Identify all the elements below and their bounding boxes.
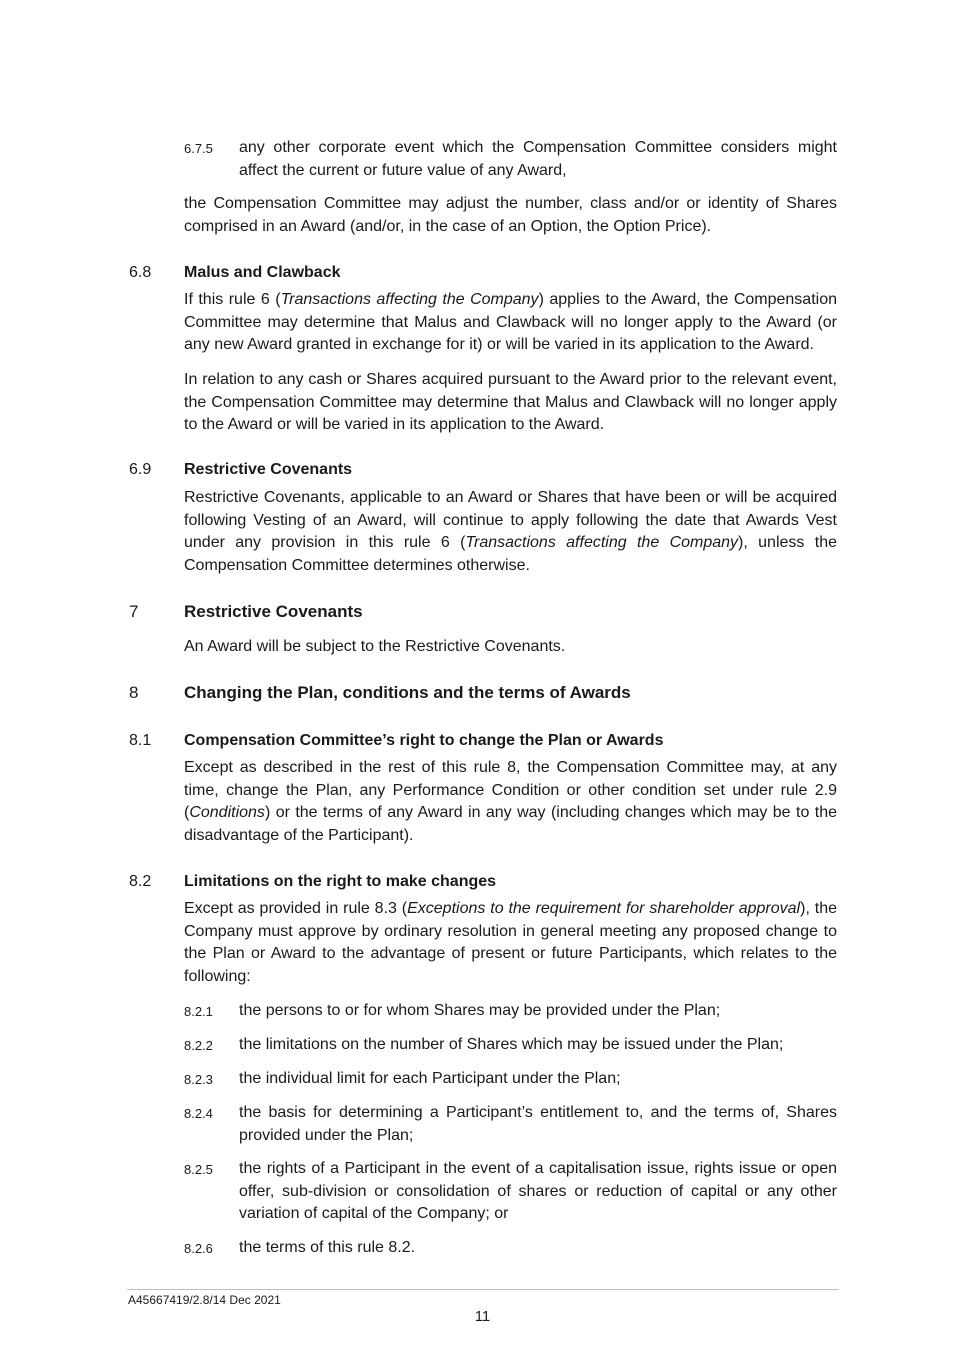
text-run: Except as provided in rule 8.3 ( — [184, 900, 408, 917]
section-6-8-number: 6.8 — [129, 264, 152, 281]
text-run: Restrictive Covenants, applicable to an Award or Shares that have been or will be acquired following Vesting of an Award, will continue to apply following the date that Awards Vest under any provision in this rule 6 ( — [184, 489, 837, 551]
text-run: Except as described in the rest of this rule 8, the Compensation Committee may, at any time, change the Plan, any Performance Condition or other condition set under rule 2.9 ( — [184, 759, 837, 821]
list-item-number: 8.2.2 — [184, 1038, 213, 1053]
list-item-text: the terms of this rule 8.2. — [239, 1239, 416, 1256]
section-7-paragraph-1: An Award will be subject to the Restrictive Covenants. — [184, 638, 566, 655]
footer-divider — [127, 1289, 839, 1290]
section-6-9-paragraph-1 — [184, 487, 837, 577]
list-item-number: 8.2.3 — [184, 1072, 213, 1087]
list-item-number: 8.2.4 — [184, 1106, 213, 1121]
list-item-text: the basis for determining a Participant’s entitlement to, and the terms of, Shares provided under the Plan; — [239, 1104, 837, 1144]
clause-6-7-tail: the Compensation Committee may adjust the number, class and/or or identity of Shares comprised in an Award (and/or, in the case of an Option, the Option Price). — [184, 195, 837, 235]
section-8-1-heading: Compensation Committee’s right to change the Plan or Awards — [184, 732, 664, 749]
italic-reference: Transactions affecting the Company — [280, 291, 539, 308]
list-item-8-2-5 — [184, 1158, 837, 1226]
section-8-heading: Changing the Plan, conditions and the terms of Awards — [184, 683, 631, 702]
section-8-2-paragraph-1 — [184, 898, 837, 988]
section-8-1-paragraph-1 — [184, 757, 837, 847]
list-item-8-2-4 — [184, 1102, 837, 1147]
section-8-1-number: 8.1 — [129, 732, 152, 749]
section-6-9-heading: Restrictive Covenants — [184, 461, 353, 478]
list-item-text: the limitations on the number of Shares which may be issued under the Plan; — [239, 1036, 784, 1053]
list-item-number: 8.2.6 — [184, 1241, 213, 1256]
document-reference: A45667419/2.8/14 Dec 2021 — [128, 1293, 281, 1307]
list-item-8-2-3 — [184, 1068, 837, 1091]
italic-reference: Transactions affecting the Company — [465, 534, 739, 551]
list-item-8-2-6 — [184, 1237, 837, 1260]
text-run: ), unless the Compensation Committee determines otherwise. — [184, 534, 837, 574]
clause-text: any other corporate event which the Compensation Committee considers might affect the current or future value of any Award, — [239, 139, 837, 179]
section-6-8-heading: Malus and Clawback — [184, 264, 341, 281]
list-item-number: 8.2.5 — [184, 1162, 213, 1177]
italic-reference: Conditions — [189, 804, 265, 821]
list-item-8-2-1 — [184, 1000, 837, 1023]
text-run: ) applies to the Award, the Compensation Committee may determine that Malus and Clawback will no longer apply to the Award (or any new Award granted in exchange for it) or will be varied in its application to the Award. — [184, 291, 837, 353]
list-item-number: 8.2.1 — [184, 1004, 213, 1019]
text-run: ), the Company must approve by ordinary resolution in general meeting any proposed change to the Plan or Award to the advantage of present or future Participants, which relates to the following: — [184, 900, 837, 985]
text-run: If this rule 6 ( — [184, 291, 281, 308]
list-item-8-2-2 — [184, 1034, 837, 1057]
list-item-text: the persons to or for whom Shares may be provided under the Plan; — [239, 1002, 721, 1019]
section-6-8-paragraph-1 — [184, 289, 837, 357]
italic-reference: Exceptions to the requirement for shareholder approval — [407, 900, 801, 917]
section-8-number: 8 — [129, 683, 139, 702]
section-7-number: 7 — [129, 602, 139, 621]
list-item-text: the individual limit for each Participant under the Plan; — [239, 1070, 621, 1087]
page-number: 11 — [474, 1308, 491, 1325]
text-run: ) or the terms of any Award in any way (including changes which may be to the disadvantage of the Participant). — [184, 804, 837, 844]
list-item-text: the rights of a Participant in the event of a capitalisation issue, rights issue or open offer, sub-division or consolidation of shares or reduction of capital or any other variation of capital of the Company; or — [239, 1160, 837, 1222]
section-6-8-paragraph-2: In relation to any cash or Shares acquired pursuant to the Award prior to the relevant event, the Compensation Committee may determine that Malus and Clawback will no longer apply to the Award or will be varied in its application to the Award. — [184, 371, 837, 433]
section-8-2-number: 8.2 — [129, 873, 152, 890]
clause-6-7-5 — [184, 137, 837, 182]
section-7-heading: Restrictive Covenants — [184, 602, 363, 621]
section-8-2-heading: Limitations on the right to make changes — [184, 873, 497, 890]
clause-number: 6.7.5 — [184, 141, 213, 156]
section-6-9-number: 6.9 — [129, 461, 152, 478]
